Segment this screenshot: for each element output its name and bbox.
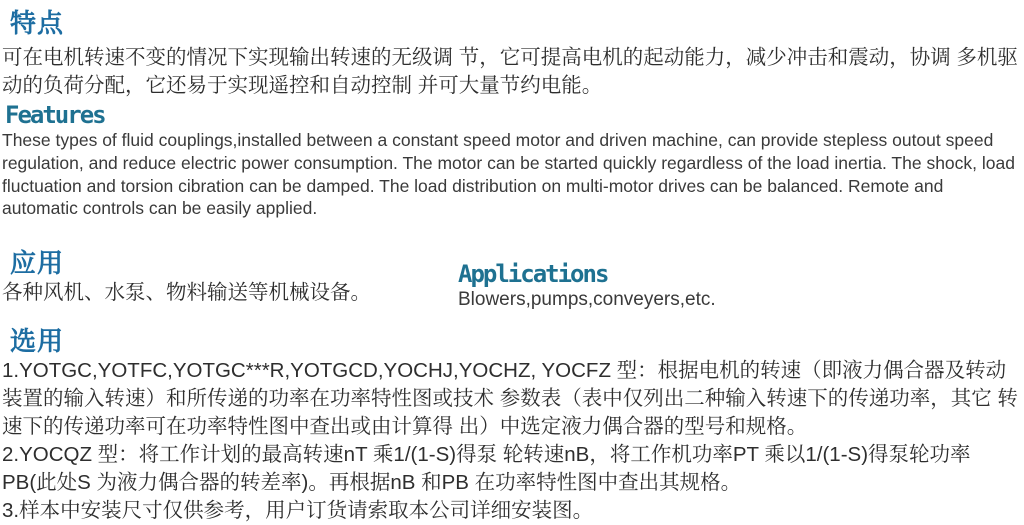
application-right-column [458,262,722,313]
features-section [0,0,1024,220]
application-section [0,248,1024,314]
application-paragraph-cn: 各种风机、水泵、物料输送等机械设备。 [2,280,371,304]
features-title-cn: 特点 [10,8,65,38]
application-paragraph-en: Blowers,pumps,conveyers,etc. [458,289,716,311]
selection-item: 3.样本中安装尺寸仅供参考，用户订货请索取本公司详细安装图。 [2,499,594,523]
selection-item: 1.YOTGC,YOTFC,YOTGC***R,YOTGCD,YOCHJ,YOCHZ, YOCFZ 型：根据电机的转速（即液力偶合器及转动装置的输入转速）和所传递的功率在功率特性图或技术 参数表（表中仅列出二种输入转速下的传递功率，其它 转速下的传递功率可在功率特性图中查出或由计算得 出）中选定液力偶合器的型号和规格。 [2,358,1018,438]
application-title-cn: 应用 [10,248,65,279]
features-title-en: Features [5,101,105,130]
selection-title-cn: 选用 [10,326,65,357]
selection-section [0,326,1024,525]
selection-item: 2.YOCQZ 型：将工作计划的最高转速nT 乘1/(1-S)得泵 轮转速nB，将工作机功率PT 乘以1/(1-S)得泵轮功率 PB(此处S 为液力偶合器的转差率)。再根据nB 和PB 在功率特性图中查出其规格。 [2,443,971,495]
features-paragraph-cn: 可在电机转速不变的情况下实现输出转速的无级调 节，它可提高电机的起动能力，减少冲击和震动，协调 多机驱动的负荷分配，它还易于实现遥控和自动控制 并可大量节约电能。 [2,45,1018,97]
application-title-en: Applications [458,260,608,289]
features-paragraph-en: These types of fluid couplings,installed between a constant speed motor and driven machine, can provide stepless outout speed regulation, and reduce electric power consumption. The motor can be started quickly regardless of the load inertia. The shock, load fluctuation and torsion cibration can be damped. The load distribution on multi-motor drives can be balanced. Remote and automatic controls can be easily applied. [2,130,1015,219]
